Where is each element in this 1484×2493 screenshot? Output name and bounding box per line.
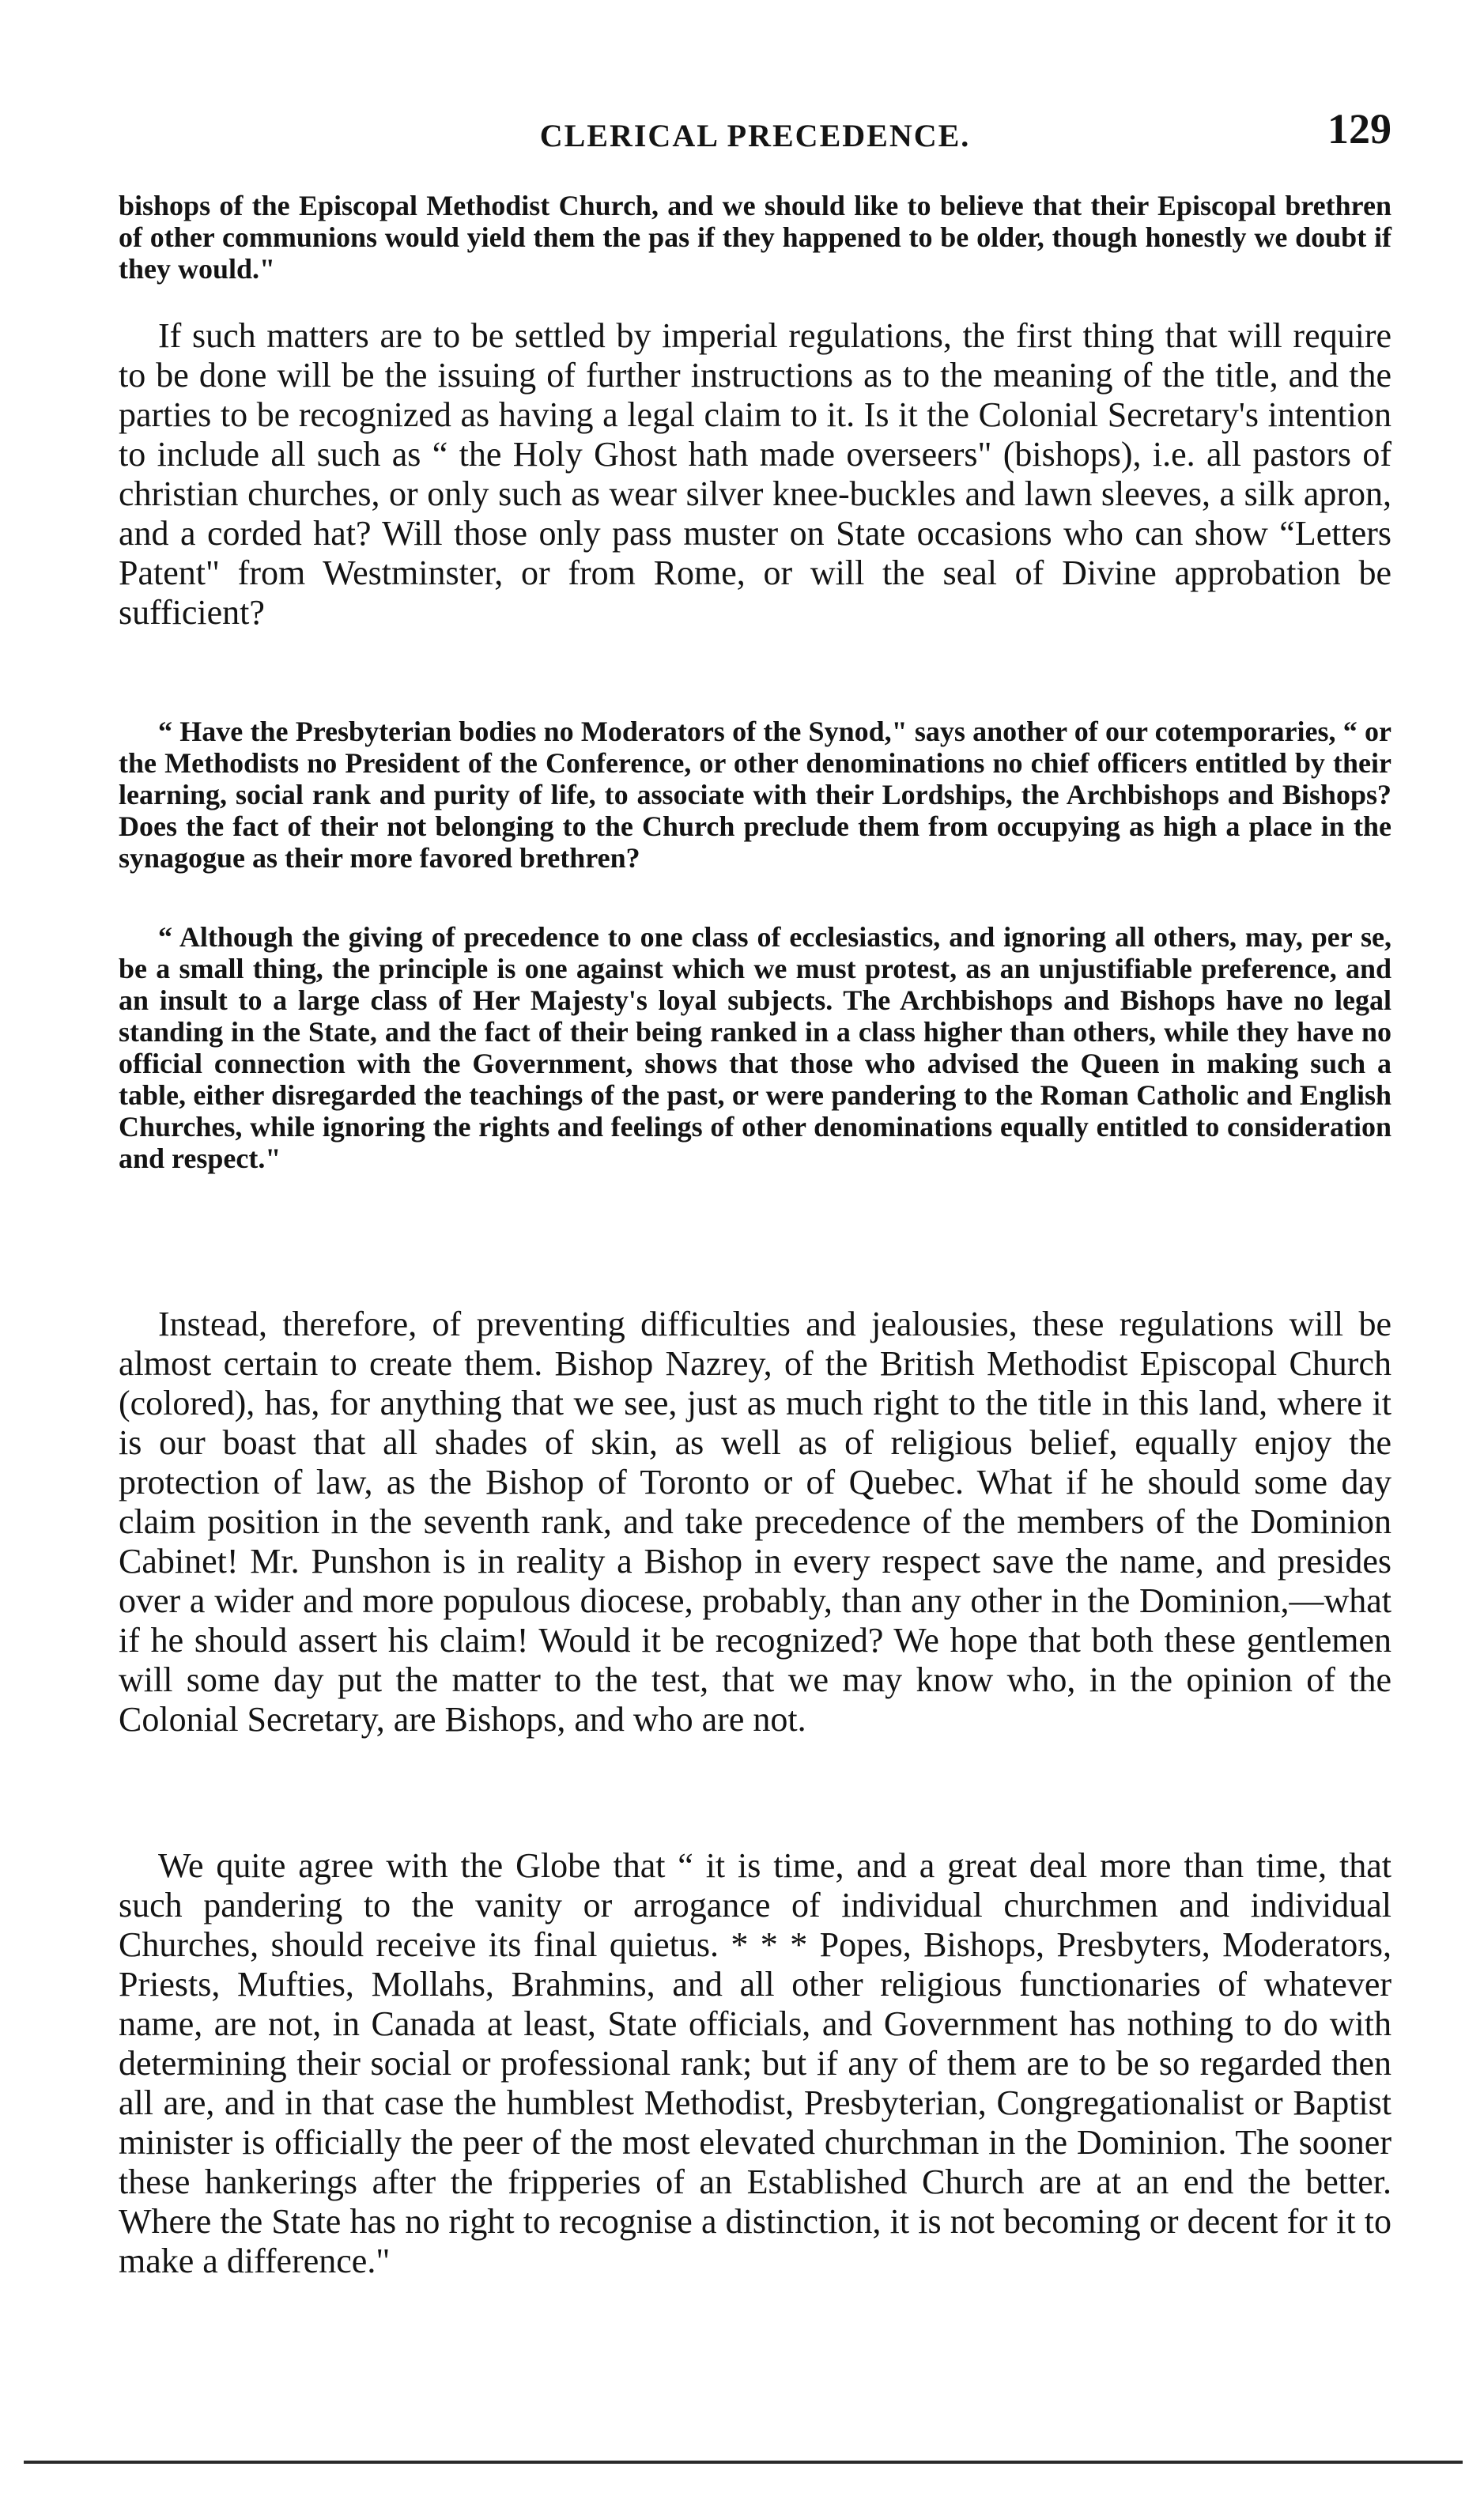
paragraph-precedence-quote: “ Although the giving of precedence to one class of ecclesiastics, and ignoring all others, may, per se, be a small thing, the principle is one against which we must protest, as an unjustifiable preference, and an insult to a large class of Her Majesty's loyal subjects. The Archbishops and Bishops have no legal standing in the State, and the fact of their being ranked in a class higher than others, while they have no official connection with the Government, shows that those who advised the Queen in making such a table, either disregarded the teachings of the past, or were pandering to the Roman Catholic and English Churches, while ignoring the rights and feelings of other denominations equally entitled to consideration and respect." <box>119 921 1391 1174</box>
page-header <box>119 103 1391 166</box>
paragraph-globe-quote: We quite agree with the Globe that “ it is time, and a great deal more than time, that such pandering to the vanity or arrogance of individual churchmen and individual Churches, should receive its final quietus. * * * Popes, Bishops, Presbyters, Moderators, Priests, Mufties, Mollahs, Brahmins, and all other religious functionaries of whatever name, are not, in Canada at least, State officials, and Government has nothing to do with determining their social or professional rank; but if any of them are to be so regarded then all are, and in that case the humblest Methodist, Presbyterian, Congregationalist or Baptist minister is officially the peer of the most elevated churchman in the Dominion. The sooner these hankerings after the fripperies of an Established Church are at an end the better. Where the State has no right to recognise a distinction, it is not becoming or decent for it to make a difference." <box>119 1846 1391 2280</box>
paragraph-instead-therefore: Instead, therefore, of preventing difficulties and jealousies, these regulations will be almost certain to create them. Bishop Nazrey, of the British Methodist Episcopal Church (colored), has, for anything that we see, just as much right to the title in this land, where it is our boast that all shades of skin, as well as of religious belief, equally enjoy the protection of law, as the Bishop of Toronto or of Quebec. What if he should some day claim position in the seventh rank, and take precedence of the members of the Dominion Cabinet! Mr. Punshon is in reality a Bishop in every respect save the name, and presides over a wider and more populous diocese, probably, than any other in the Dominion,—what if he should assert his claim! Would it be recognized? We hope that both these gentlemen will some day put the matter to the test, that we may know who, in the opinion of the Colonial Secretary, are Bishops, and who are not. <box>119 1305 1391 1739</box>
paragraph-imperial-regulations: If such matters are to be settled by imperial regulations, the first thing that will require to be done will be the issuing of further instructions as to the meaning of the title, and the parties to be recognized as having a legal claim to it. Is it the Colonial Secretary's intention to include all such as “ the Holy Ghost hath made overseers" (bishops), i.e. all pastors of christian churches, or only such as wear silver knee-buckles and lawn sleeves, a silk apron, and a corded hat? Will those only pass muster on State occasions who can show “Letters Patent" from Westminster, or from Rome, or will the seal of Divine approbation be sufficient? <box>119 316 1391 632</box>
page-number: 129 <box>1327 105 1391 153</box>
paragraph-quote-continuation: bishops of the Episcopal Methodist Church, and we should like to believe that their Episcopal brethren of other communions would yield them the pas if they happened to be older, though honestly we doubt if they would." <box>119 190 1391 285</box>
paragraph-presbyterian-quote: “ Have the Presbyterian bodies no Moderators of the Synod," says another of our cotemporaries, “ or the Methodists no President of the Conference, or other denominations no chief officers entitled by their learning, social rank and purity of life, to associate with their Lordships, the Archbishops and Bishops? Does the fact of their not belonging to the Church preclude them from occupying as high a place in the synagogue as their more favored brethren? <box>119 716 1391 874</box>
footer-rule <box>24 2461 1463 2464</box>
running-head: CLERICAL PRECEDENCE. <box>539 118 971 153</box>
